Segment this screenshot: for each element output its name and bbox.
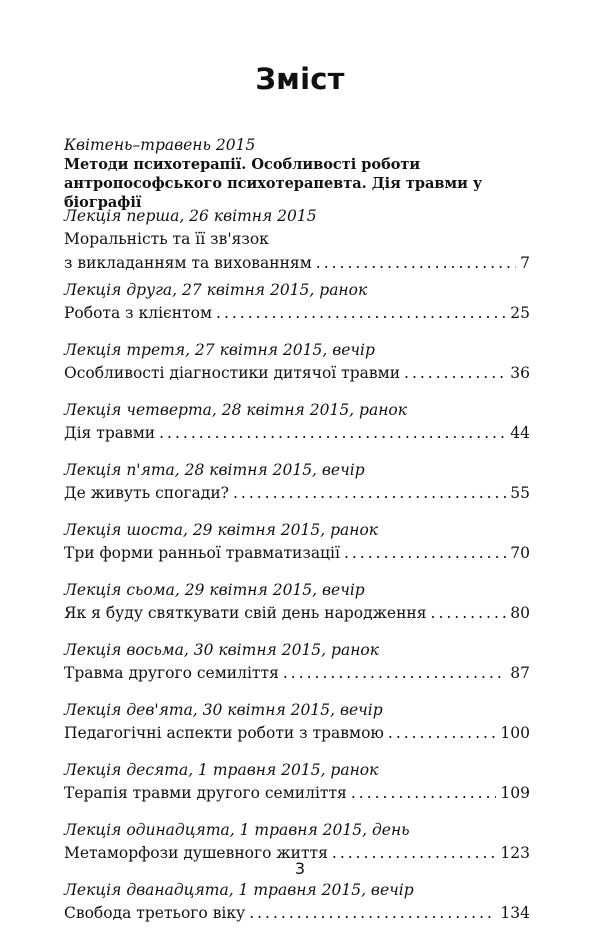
entry-title-line <box>64 303 530 324</box>
dot-leader <box>388 723 497 744</box>
lecture-heading: Лекція четверта, 28 квітня 2015, ранок <box>64 401 407 419</box>
entry-page-number: 36 <box>510 364 530 382</box>
section-period: Квітень–травень 2015 <box>64 136 256 154</box>
toc-entry[interactable] <box>64 207 530 281</box>
entry-page-number: 25 <box>510 304 530 322</box>
entry-title: з викладанням та вихованням <box>64 254 312 272</box>
entry-title-line <box>64 483 530 504</box>
entry-page-number: 100 <box>500 724 530 742</box>
entry-page-number: 109 <box>500 784 530 802</box>
toc-entry[interactable] <box>64 641 530 701</box>
entry-title-line <box>64 253 530 274</box>
entry-page-number: 87 <box>510 664 530 682</box>
entry-title: Де живуть спогади? <box>64 484 229 502</box>
entry-title-line <box>64 229 530 250</box>
dot-leader <box>216 303 506 324</box>
entry-title: Терапія травми другого семиліття <box>64 784 347 802</box>
entry-title: Як я буду святкувати свій день народження <box>64 604 427 622</box>
page-title: Зміст <box>255 62 345 96</box>
lecture-heading: Лекція перша, 26 квітня 2015 <box>64 207 317 225</box>
lecture-heading: Лекція дев'ята, 30 квітня 2015, вечір <box>64 701 383 719</box>
dot-leader <box>159 423 506 444</box>
entry-title: Метаморфози душевного життя <box>64 844 328 862</box>
entry-page-number: 134 <box>500 904 530 922</box>
lecture-heading: Лекція десята, 1 травня 2015, ранок <box>64 761 379 779</box>
lecture-heading: Лекція п'ята, 28 квітня 2015, вечір <box>64 461 365 479</box>
entry-title: Моральність та її зв'язок <box>64 230 269 248</box>
entry-title-line <box>64 543 530 564</box>
entry-title: Особливості діагностики дитячої травми <box>64 364 401 382</box>
entry-title-line <box>64 603 530 624</box>
table-of-contents <box>64 207 530 941</box>
entry-title: Свобода третього віку <box>64 904 246 922</box>
dot-leader <box>351 783 497 804</box>
entry-title-line <box>64 783 530 804</box>
entry-title-line <box>64 903 530 924</box>
toc-entry[interactable] <box>64 881 530 941</box>
toc-entry[interactable] <box>64 581 530 641</box>
entry-title-line <box>64 363 530 384</box>
section-description-line-2: антропософського психотерапевта. Дія травми у біографії <box>64 175 483 211</box>
entry-page-number: 55 <box>510 484 530 502</box>
toc-entry[interactable] <box>64 461 530 521</box>
toc-entry[interactable] <box>64 341 530 401</box>
dot-leader <box>249 903 496 924</box>
lecture-heading: Лекція восьма, 30 квітня 2015, ранок <box>64 641 379 659</box>
entry-title: Педагогічні аспекти роботи з травмою <box>64 724 384 742</box>
entry-page-number: 80 <box>510 604 530 622</box>
toc-entry[interactable] <box>64 761 530 821</box>
entry-title: Робота з клієнтом <box>64 304 213 322</box>
entry-page-number: 44 <box>510 424 530 442</box>
dot-leader <box>431 603 507 624</box>
entry-page-number: 123 <box>500 844 530 862</box>
lecture-heading: Лекція друга, 27 квітня 2015, ранок <box>64 281 368 299</box>
dot-leader <box>316 253 516 274</box>
toc-entry[interactable] <box>64 701 530 761</box>
lecture-heading: Лекція шоста, 29 квітня 2015, ранок <box>64 521 379 539</box>
entry-title-line <box>64 423 530 444</box>
entry-page-number: 70 <box>510 544 530 562</box>
toc-entry[interactable] <box>64 401 530 461</box>
section-description-line-1: Методи психотерапії. Особливості роботи <box>64 156 421 173</box>
entry-page-number: 7 <box>520 254 530 272</box>
dot-leader <box>344 543 506 564</box>
dot-leader <box>233 483 506 504</box>
section-intro <box>64 136 534 212</box>
toc-entry[interactable] <box>64 521 530 581</box>
lecture-heading: Лекція сьома, 29 квітня 2015, вечір <box>64 581 365 599</box>
entry-title-line <box>64 663 530 684</box>
entry-title-line <box>64 723 530 744</box>
lecture-heading: Лекція дванадцята, 1 травня 2015, вечір <box>64 881 414 899</box>
dot-leader <box>404 363 506 384</box>
page-number: 3 <box>294 859 306 878</box>
lecture-heading: Лекція одинадцята, 1 травня 2015, день <box>64 821 410 839</box>
entry-title: Травма другого семиліття <box>64 664 279 682</box>
entry-title: Дія травми <box>64 424 156 442</box>
toc-entry[interactable] <box>64 281 530 341</box>
lecture-heading: Лекція третя, 27 квітня 2015, вечір <box>64 341 375 359</box>
dot-leader <box>283 663 506 684</box>
entry-title: Три форми ранньої травматизації <box>64 544 340 562</box>
